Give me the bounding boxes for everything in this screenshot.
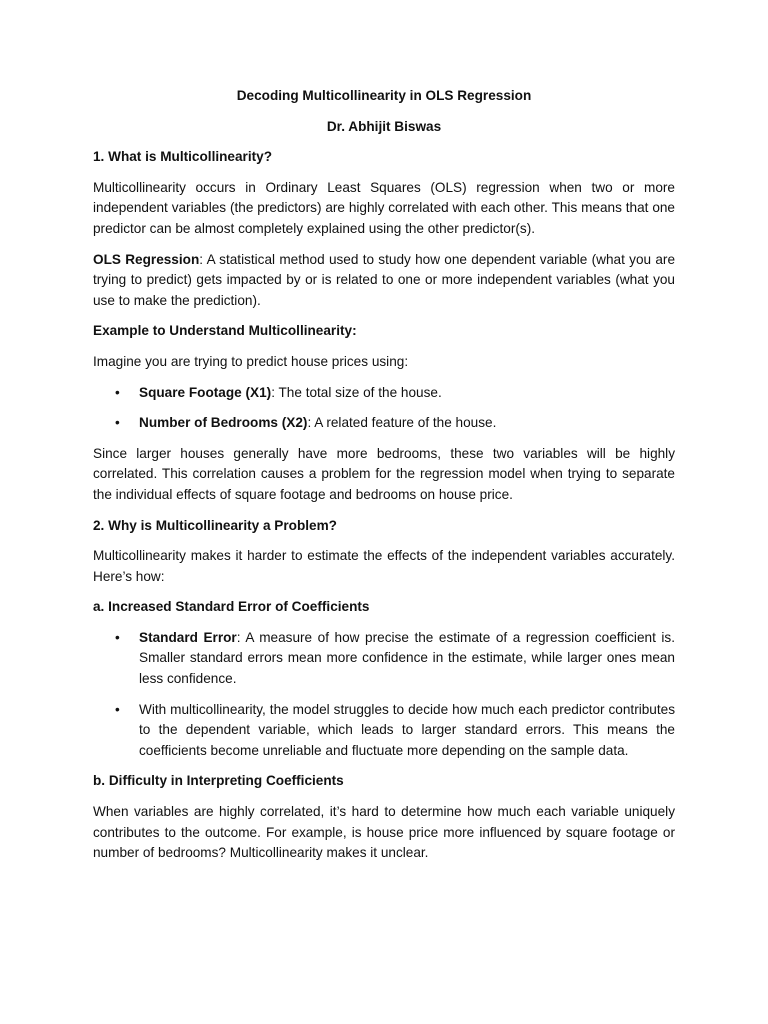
- subsection-b-heading: b. Difficulty in Interpreting Coefficients: [93, 773, 344, 789]
- list-item: [93, 413, 675, 434]
- bullet-icon: •: [115, 415, 120, 431]
- example-intro: Imagine you are trying to predict house prices using:: [93, 353, 409, 369]
- paragraph-ols-regression: [93, 250, 675, 312]
- list-item: [93, 628, 675, 690]
- ols-text: : A statistical method used to study how one dependent variable (what you are trying to predict) gets impacted by or is related to one or more independent variables (what you use to make the prediction).: [93, 251, 675, 308]
- list-item: [93, 700, 675, 762]
- standard-error-list: [93, 628, 675, 762]
- document-page: [93, 86, 675, 874]
- list-item-text: With multicollinearity, the model struggles to decide how much each predictor contributes to the dependent variable, which leads to larger standard errors. This means the coefficients become unreliable and fluctuate more depending on the sample data.: [139, 701, 675, 758]
- paragraph-definition: Multicollinearity occurs in Ordinary Least Squares (OLS) regression when two or more independent variables (the predictors) are highly correlated with each other. This means that one predictor can be almost completely explained using the other predictor(s).: [93, 179, 675, 236]
- list-item-text: : A measure of how precise the estimate of a regression coefficient is. Smaller standard errors mean more confidence in the estimate, while larger ones mean less confidence.: [139, 629, 676, 687]
- example-list: [93, 383, 675, 434]
- paragraph-correlation: Since larger houses generally have more bedrooms, these two variables will be highly correlated. This correlation causes a problem for the regression model when trying to separate the individual effects of square footage and bedrooms on house price.: [93, 445, 675, 502]
- example-heading: Example to Understand Multicollinearity:: [93, 323, 357, 339]
- subsection-a-heading: a. Increased Standard Error of Coefficients: [93, 599, 370, 615]
- list-item-term: Square Footage (X1): [139, 384, 272, 400]
- bullet-icon: •: [115, 701, 120, 717]
- bullet-icon: •: [115, 384, 120, 400]
- list-item-text: : A related feature of the house.: [307, 415, 497, 431]
- bullet-icon: •: [115, 629, 120, 645]
- list-item: [93, 383, 675, 404]
- section-1-heading: 1. What is Multicollinearity?: [93, 149, 273, 165]
- list-item-term: Number of Bedrooms (X2): [139, 415, 308, 431]
- list-item-text: : The total size of the house.: [271, 384, 442, 400]
- section-2-intro: Multicollinearity makes it harder to estimate the effects of the independent variables accurately. Here’s how:: [93, 548, 675, 584]
- document-title: Decoding Multicollinearity in OLS Regression: [236, 88, 532, 103]
- ols-term: OLS Regression: [93, 251, 200, 267]
- list-item-term: Standard Error: [139, 629, 237, 645]
- section-2-heading: 2. Why is Multicollinearity a Problem?: [93, 517, 337, 533]
- paragraph-interpreting: When variables are highly correlated, it’s hard to determine how much each variable uniquely contributes to the outcome. For example, is house price more influenced by square footage or number of bedrooms? Multicollinearity makes it unclear.: [93, 804, 675, 861]
- document-author: Dr. Abhijit Biswas: [326, 118, 442, 134]
